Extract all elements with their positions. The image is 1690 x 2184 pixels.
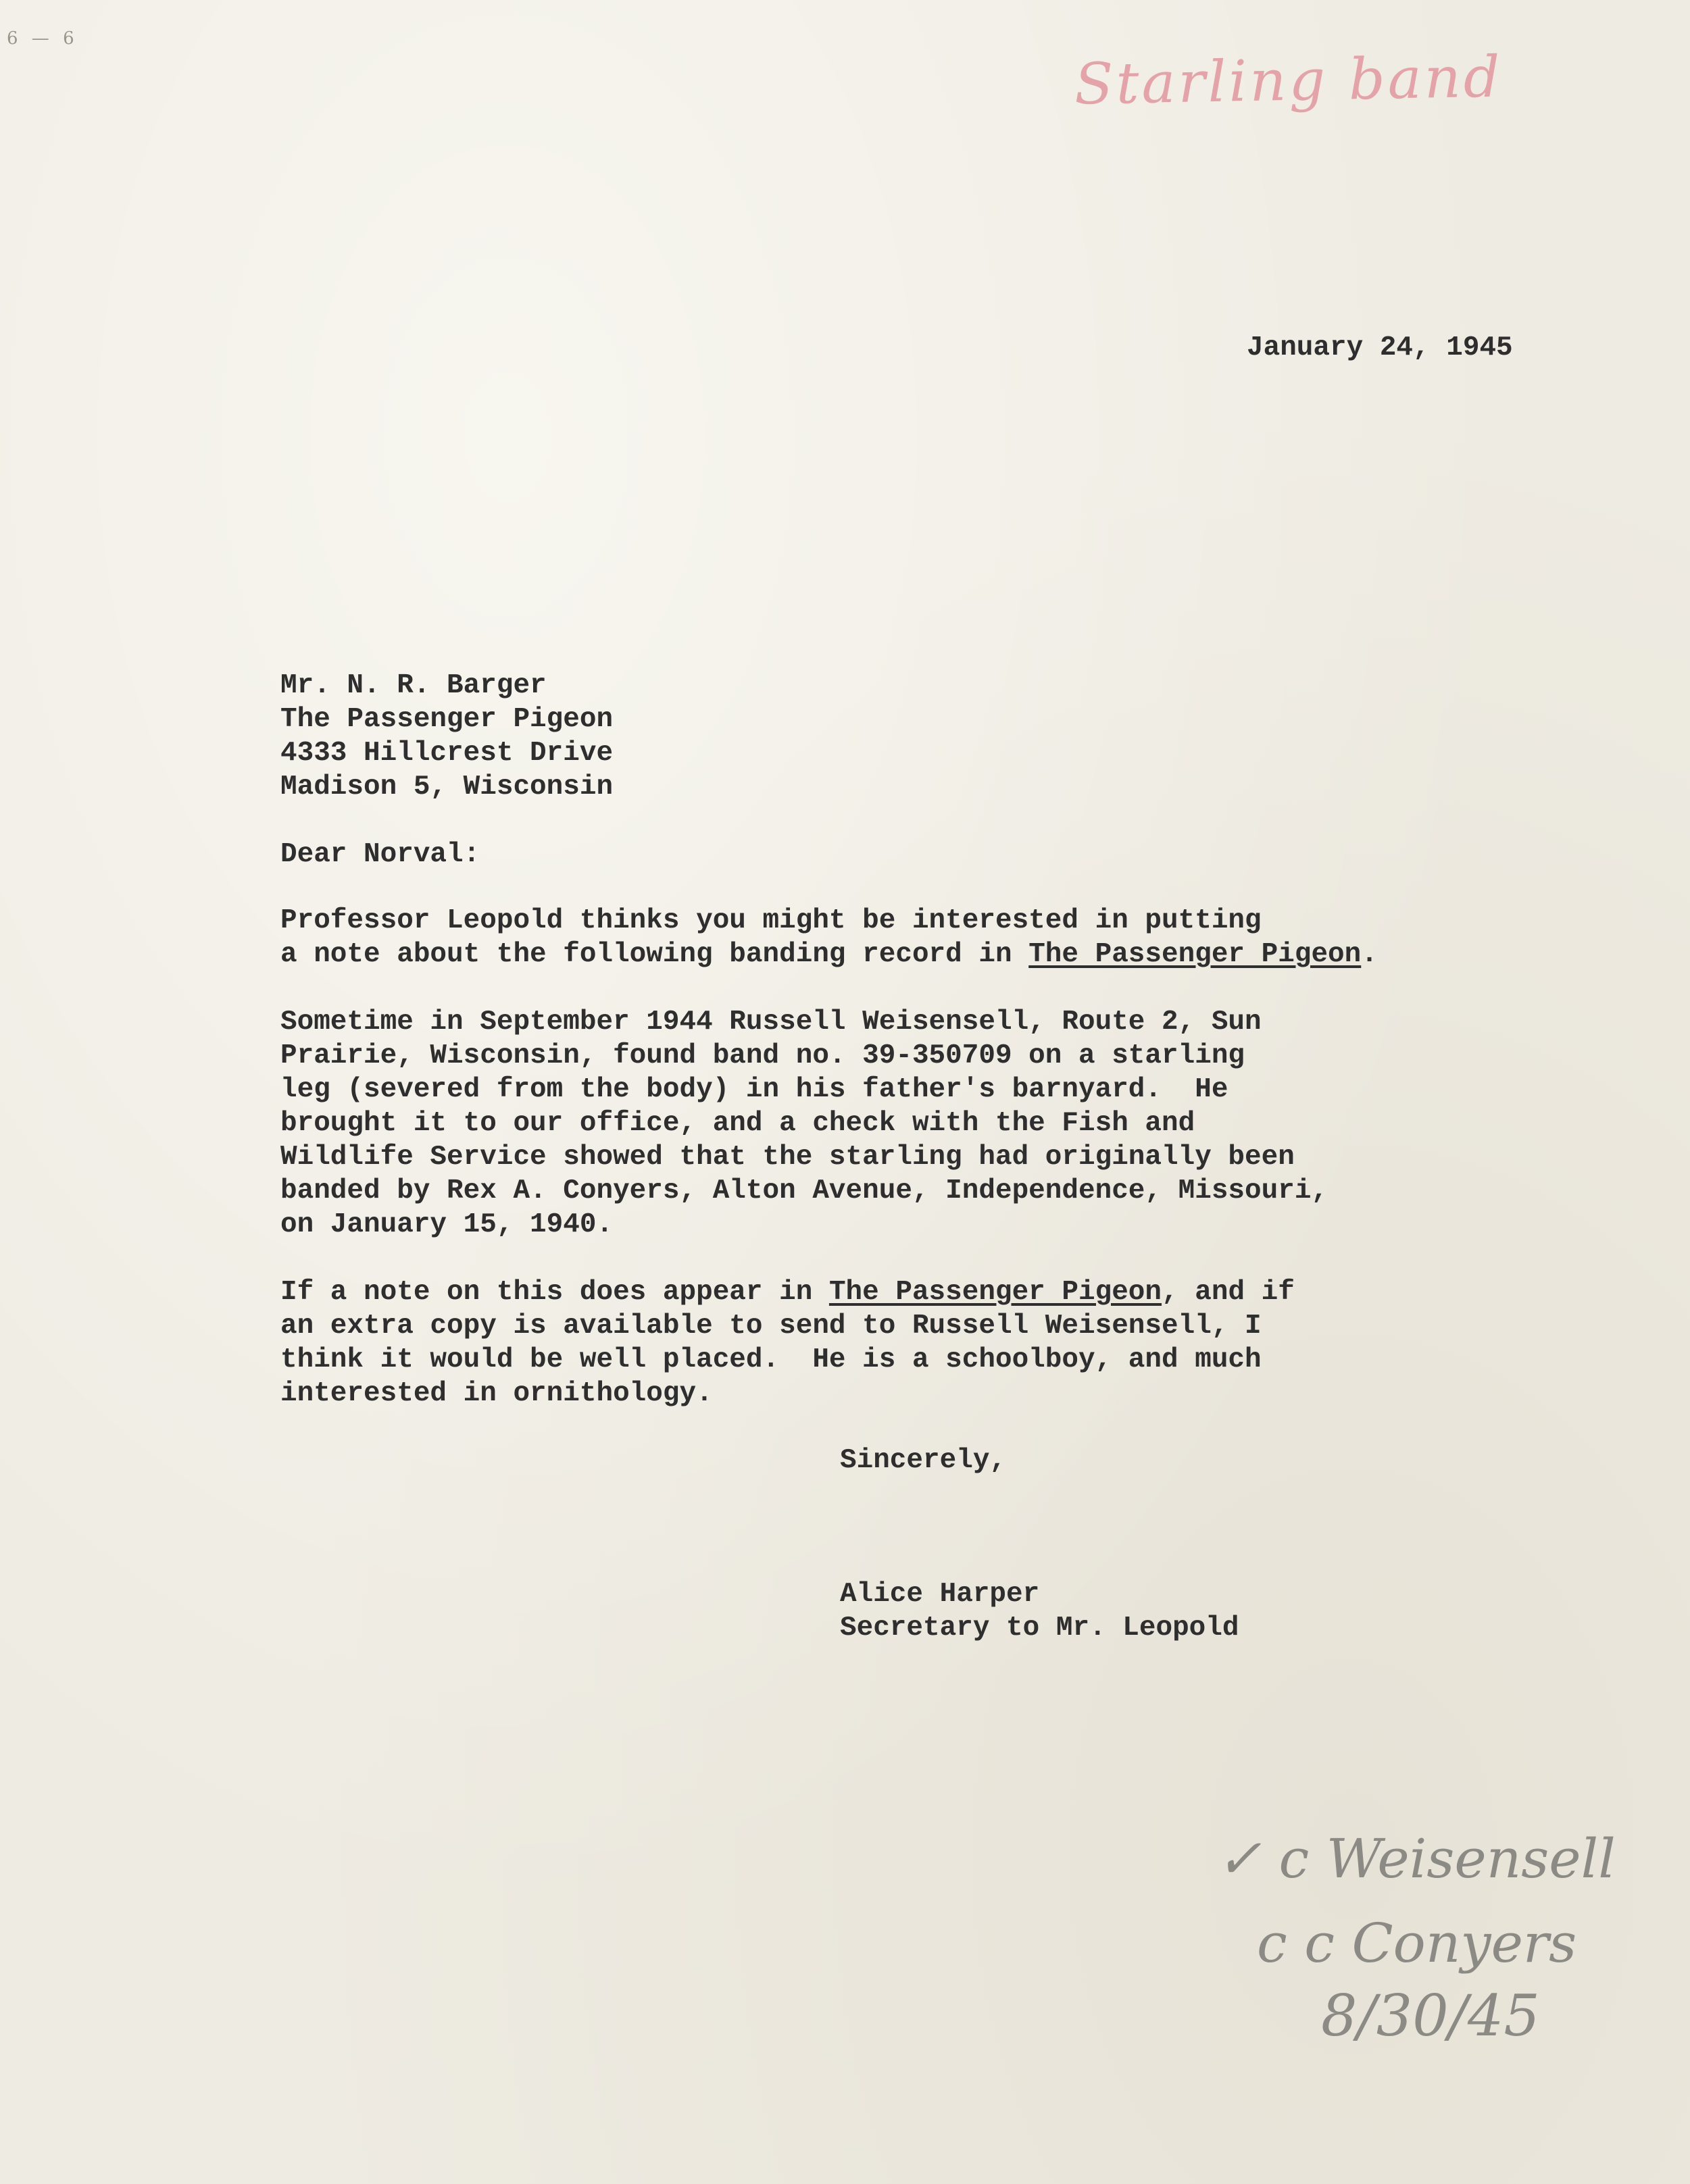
paragraph-line: leg (severed from the body) in his father's barnyard. He (280, 1074, 1228, 1105)
publication-title: The Passenger Pigeon (1028, 939, 1362, 970)
paragraph-line: on January 15, 1940. (280, 1209, 614, 1240)
pencil-note-conyers: c c Conyers (1257, 1912, 1577, 1975)
paragraph-3 (280, 1275, 1295, 1411)
recipient-address (280, 669, 613, 804)
paragraph-line: interested in ornithology. (280, 1378, 713, 1409)
paragraph-line: banded by Rex A. Conyers, Alton Avenue, Independence, Missouri, (280, 1175, 1328, 1207)
address-line: Mr. N. R. Barger (280, 670, 547, 701)
salutation: Dear Norval: (280, 839, 480, 870)
paragraph-line: brought it to our office, and a check with the Fish and (280, 1108, 1195, 1139)
signer-name: Alice Harper (840, 1579, 1040, 1610)
paragraph-line: Prairie, Wisconsin, found band no. 39-350709 on a starling (280, 1040, 1245, 1071)
paragraph-1 (280, 904, 1378, 971)
paragraph-line: If a note on this does appear in The Passenger Pigeon, and if (280, 1277, 1295, 1308)
letter-date: January 24, 1945 (1247, 332, 1513, 363)
pencil-note-weisensell: ✓ c Weisensell (1216, 1827, 1616, 1890)
closing: Sincerely, (840, 1445, 1007, 1476)
signature-block (840, 1577, 1239, 1645)
corner-pencil-mark: 6 — 6 (7, 28, 78, 49)
handwritten-subject-note: Starling band (1074, 43, 1503, 118)
signer-title: Secretary to Mr. Leopold (840, 1612, 1239, 1644)
paragraph-2 (280, 1005, 1328, 1242)
paragraph-line: Sometime in September 1944 Russell Weisensell, Route 2, Sun (280, 1007, 1262, 1038)
paragraph-line: a note about the following banding record in The Passenger Pigeon. (280, 939, 1378, 970)
paragraph-line: an extra copy is available to send to Russell Weisensell, I (280, 1311, 1262, 1342)
paragraph-line: Professor Leopold thinks you might be interested in putting (280, 905, 1262, 936)
address-line: 4333 Hillcrest Drive (280, 738, 614, 769)
paragraph-line: think it would be well placed. He is a schoolboy, and much (280, 1344, 1262, 1375)
address-line: The Passenger Pigeon (280, 704, 614, 735)
pencil-note-date: 8/30/45 (1321, 1983, 1540, 2049)
address-line: Madison 5, Wisconsin (280, 771, 614, 803)
publication-title: The Passenger Pigeon (828, 1277, 1162, 1308)
paragraph-line: Wildlife Service showed that the starling had originally been (280, 1142, 1295, 1173)
